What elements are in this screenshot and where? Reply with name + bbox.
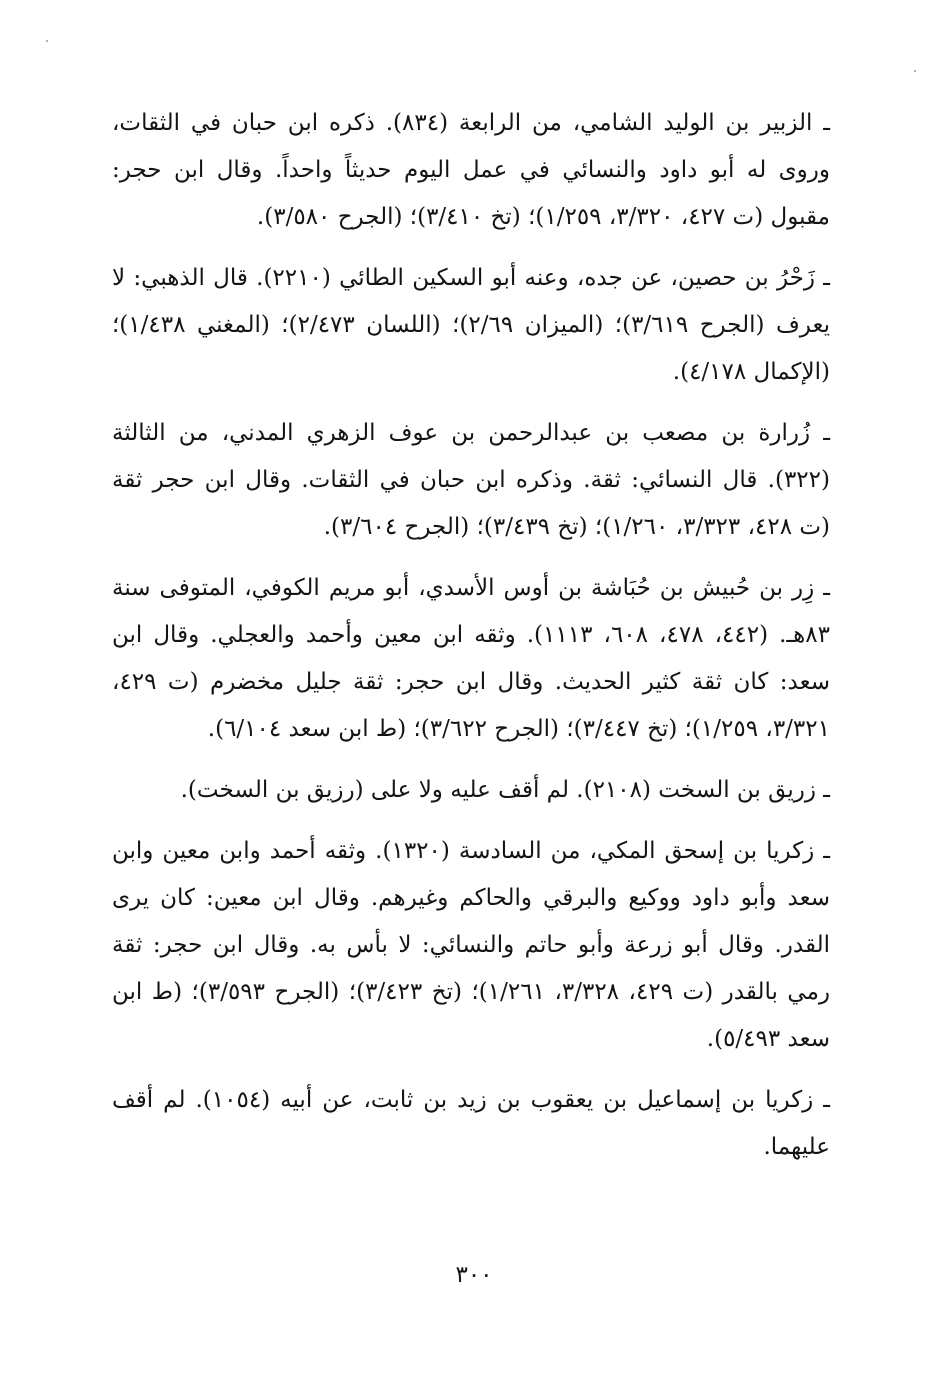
entry-zakariya-ibn-ismail [112,1077,830,1171]
entry-text: ـ زُرارة بن مصعب بن عبدالرحمن بن عوف الزهري المدني، من الثالثة (٣٢٢). قال النسائي: ثقة. وذكره ابن حبان في الثقات. وقال ابن حجر ثقة (ت ٤٢٨، ٣/٣٢٣، ١/٢٦٠)؛ (تخ ٣/٤٣٩)؛ (الجرح ٣/٦٠٤). [112,420,830,540]
entry-text: ـ زَحْرُ بن حصين، عن جده، وعنه أبو السكين الطائي (٢٢١٠). قال الذهبي: لا يعرف (الجرح ٣/٦١٩)؛ (الميزان ٢/٦٩)؛ (اللسان ٢/٤٧٣)؛ (المغني ١/٤٣٨)؛ (الإكمال ٤/١٧٨). [112,265,830,385]
entry-text: ـ زريق بن السخت (٢١٠٨). لم أقف عليه ولا على (رزيق بن السخت). [180,777,830,803]
entry-zubayr-ibn-al-walid [112,100,830,241]
entry-zurara-ibn-musab [112,410,830,551]
entry-zakariya-ibn-ishaq [112,828,830,1063]
entry-text: ـ زِر بن حُبيش بن حُبَاشة بن أوس الأسدي، أبو مريم الكوفي، المتوفى سنة ٨٣هـ. (٤٤٢، ٤٧٨، ٦٠٨، ١١١٣). وثقه ابن معين وأحمد والعجلي. وقال ابن سعد: كان ثقة كثير الحديث. وقال ابن حجر: ثقة جليل مخضرم (ت ٤٢٩، ٣/٣٢١، ١/٢٥٩)؛ (تخ ٣/٤٤٧)؛ (الجرح ٣/٦٢٢)؛ (ط ابن سعد ٦/١٠٤). [112,575,831,742]
entry-zirr-ibn-hubaysh [112,565,830,753]
scan-speck [914,70,916,72]
scan-speck [46,40,48,42]
page-number: ٣٠٠ [455,1262,493,1288]
entry-text: ـ زكريا بن إسماعيل بن يعقوب بن زيد بن ثابت، عن أبيه (١٠٥٤). لم أقف عليهما. [112,1087,830,1160]
entries-list [112,100,830,1185]
entry-zurayq-ibn-al-sakht [112,767,830,814]
entry-text: ـ الزبير بن الوليد الشامي، من الرابعة (٨٣٤). ذكره ابن حبان في الثقات، وروى له أبو داود والنسائي في عمل اليوم حديثاً واحداً. وقال ابن حجر: مقبول (ت ٤٢٧، ٣/٣٢٠، ١/٢٥٩)؛ (تخ ٣/٤١٠)؛ (الجرح ٣/٥٨٠). [112,110,830,230]
entry-text: ـ زكريا بن إسحق المكي، من السادسة (١٣٢٠). وثقه أحمد وابن معين وابن سعد وأبو داود ووكيع والبرقي والحاكم وغيرهم. وقال ابن معين: كان يرى القدر. وقال أبو زرعة وأبو حاتم والنسائي: لا بأس به. وقال ابن حجر: ثقة رمي بالقدر (ت ٤٢٩، ٣/٣٢٨، ١/٢٦١)؛ (تخ ٣/٤٢٣)؛ (الجرح ٣/٥٩٣)؛ (ط ابن سعد ٥/٤٩٣). [112,838,831,1052]
entry-zahr-ibn-husayn [112,255,830,396]
